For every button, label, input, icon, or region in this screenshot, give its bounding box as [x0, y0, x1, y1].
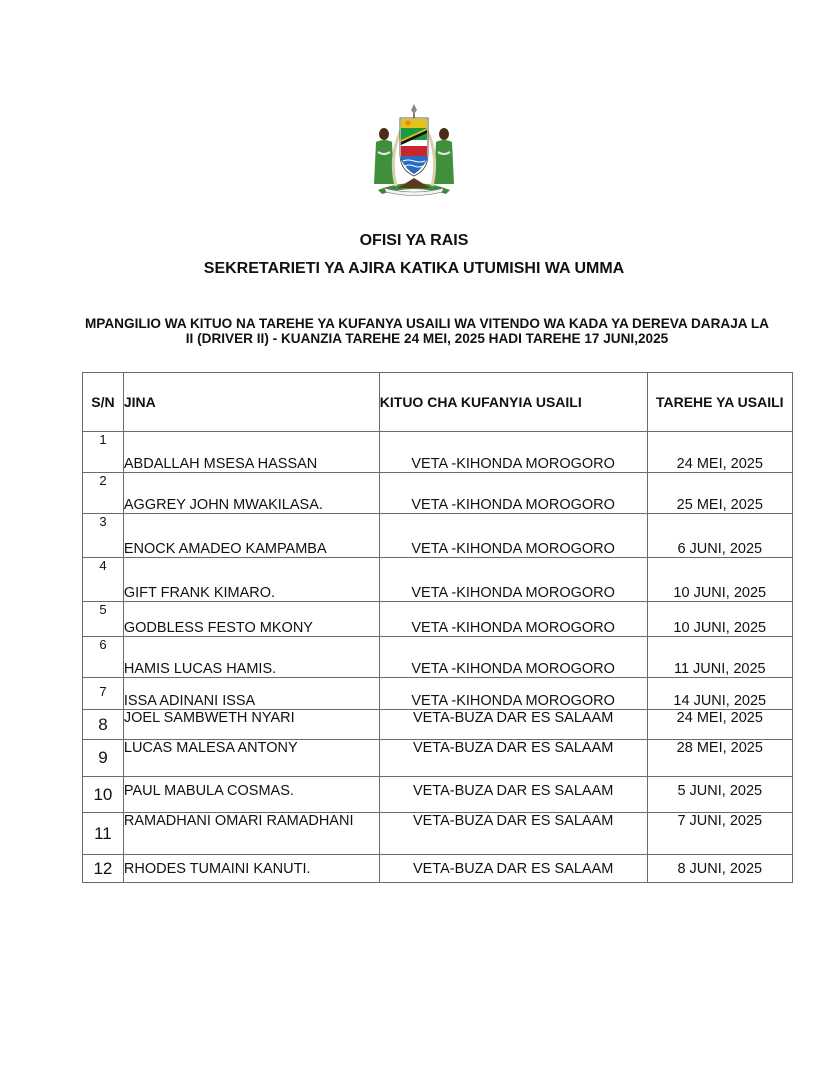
- row-date: 24 MEI, 2025: [647, 710, 792, 740]
- row-name: RAMADHANI OMARI RAMADHANI: [123, 813, 379, 855]
- row-center: VETA-BUZA DAR ES SALAAM: [379, 855, 647, 883]
- table-row: [83, 432, 793, 473]
- secretariat-title: SEKRETARIETI YA AJIRA KATIKA UTUMISHI WA UMMA: [203, 260, 625, 277]
- table-row: [83, 740, 793, 777]
- row-date: 7 JUNI, 2025: [647, 813, 792, 855]
- row-center: VETA-BUZA DAR ES SALAAM: [379, 777, 647, 813]
- row-sn: 2: [83, 473, 124, 514]
- row-center: VETA-BUZA DAR ES SALAAM: [379, 740, 647, 777]
- table-row: [83, 602, 793, 637]
- table-row: [83, 637, 793, 678]
- row-sn: 7: [83, 678, 124, 710]
- row-sn: 5: [83, 602, 124, 637]
- row-center: VETA -KIHONDA MOROGORO: [379, 678, 647, 710]
- row-date: 10 JUNI, 2025: [647, 558, 792, 602]
- row-name: LUCAS MALESA ANTONY: [123, 740, 379, 777]
- table-header-row: [83, 373, 793, 432]
- row-center: VETA -KIHONDA MOROGORO: [379, 514, 647, 558]
- row-date: 8 JUNI, 2025: [647, 855, 792, 883]
- row-sn: 9: [83, 740, 124, 777]
- table-row: [83, 777, 793, 813]
- row-center: VETA -KIHONDA MOROGORO: [379, 473, 647, 514]
- table-row: [83, 473, 793, 514]
- row-name: GODBLESS FESTO MKONY: [123, 602, 379, 637]
- row-center: VETA -KIHONDA MOROGORO: [379, 602, 647, 637]
- row-name: ENOCK AMADEO KAMPAMBA: [123, 514, 379, 558]
- row-date: 24 MEI, 2025: [647, 432, 792, 473]
- header-center: KITUO CHA KUFANYIA USAILI: [379, 373, 647, 432]
- row-sn: 3: [83, 514, 124, 558]
- row-date: 25 MEI, 2025: [647, 473, 792, 514]
- row-center: VETA-BUZA DAR ES SALAAM: [379, 813, 647, 855]
- row-sn: 12: [83, 855, 124, 883]
- row-name: ISSA ADINANI ISSA: [123, 678, 379, 710]
- row-name: HAMIS LUCAS HAMIS.: [123, 637, 379, 678]
- header-date: TAREHE YA USAILI: [647, 373, 792, 432]
- row-name: PAUL MABULA COSMAS.: [123, 777, 379, 813]
- row-center: VETA -KIHONDA MOROGORO: [379, 432, 647, 473]
- interview-schedule-table: [82, 372, 793, 883]
- row-name: JOEL SAMBWETH NYARI: [123, 710, 379, 740]
- row-sn: 11: [83, 813, 124, 855]
- office-title: OFISI YA RAIS: [359, 232, 469, 249]
- row-sn: 1: [83, 432, 124, 473]
- row-name: GIFT FRANK KIMARO.: [123, 558, 379, 602]
- table-row: [83, 813, 793, 855]
- row-center: VETA-BUZA DAR ES SALAAM: [379, 710, 647, 740]
- header-sn: S/N: [83, 373, 124, 432]
- row-name: AGGREY JOHN MWAKILASA.: [123, 473, 379, 514]
- table-row: [83, 855, 793, 883]
- table-row: [83, 514, 793, 558]
- table-row: [83, 558, 793, 602]
- table-row: [83, 710, 793, 740]
- row-date: 10 JUNI, 2025: [647, 602, 792, 637]
- row-name: ABDALLAH MSESA HASSAN: [123, 432, 379, 473]
- row-sn: 6: [83, 637, 124, 678]
- row-name: RHODES TUMAINI KANUTI.: [123, 855, 379, 883]
- row-sn: 8: [83, 710, 124, 740]
- table-row: [83, 678, 793, 710]
- coat-of-arms-emblem: [368, 104, 460, 196]
- header-name: JINA: [123, 373, 379, 432]
- row-center: VETA -KIHONDA MOROGORO: [379, 637, 647, 678]
- row-sn: 4: [83, 558, 124, 602]
- row-date: 6 JUNI, 2025: [647, 514, 792, 558]
- row-date: 5 JUNI, 2025: [647, 777, 792, 813]
- schedule-subtitle: MPANGILIO WA KITUO NA TAREHE YA KUFANYA USAILI WA VITENDO WA KADA YA DEREVA DARAJA LA II (DRIVER II) - KUANZIA TAREHE 24 MEI, 2025 HADI TAREHE 17 JUNI,2025: [84, 316, 769, 346]
- row-date: 28 MEI, 2025: [647, 740, 792, 777]
- row-date: 14 JUNI, 2025: [647, 678, 792, 710]
- row-center: VETA -KIHONDA MOROGORO: [379, 558, 647, 602]
- row-sn: 10: [83, 777, 124, 813]
- row-date: 11 JUNI, 2025: [647, 637, 792, 678]
